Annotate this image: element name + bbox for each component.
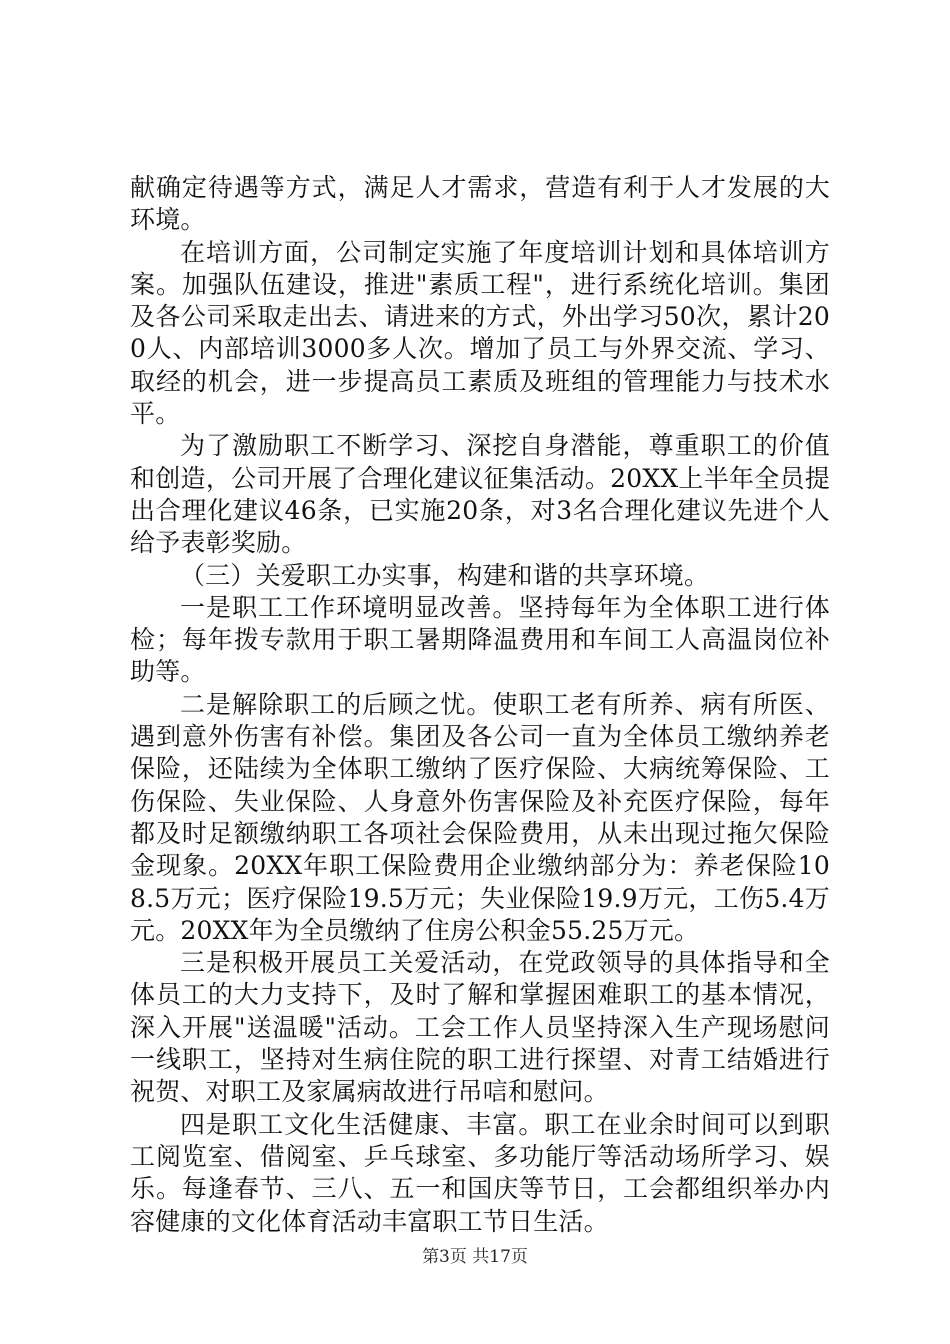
paragraph-3: 为了激励职工不断学习、深挖自身潜能，尊重职工的价值和创造，公司开展了合理化建议征集活动。20XX上半年全员提出合理化建议46条，已实施20条，对3名合理化建议先进个人给予表彰奖励。 xyxy=(130,431,830,558)
paragraph-6: 二是解除职工的后顾之忧。使职工老有所养、病有所医、遇到意外伤害有补偿。集团及各公司一直为全体员工缴纳养老保险，还陆续为全体职工缴纳了医疗保险、大病统筹保险、工伤保险、失业保险、人身意外伤害保险及补充医疗保险，每年都及时足额缴纳职工各项社会保险费用，从未出现过拖欠保险金现象。20XX年职工保险费用企业缴纳部分为：养老保险108.5万元；医疗保险19.5万元；失业保险19.9万元，工伤5.4万元。20XX年为全员缴纳了住房公积金55.25万元。 xyxy=(130,689,830,945)
page-footer: 第3页 共17页 xyxy=(422,1247,528,1267)
paragraph-5: 一是职工工作环境明显改善。坚持每年为全体职工进行体检；每年拨专款用于职工暑期降温费用和车间工人高温岗位补助等。 xyxy=(130,592,830,687)
paragraph-1: 献确定待遇等方式，满足人才需求，营造有利于人才发展的大环境。 xyxy=(130,173,830,235)
paragraph-2: 在培训方面，公司制定实施了年度培训计划和具体培训方案。加强队伍建设，推进"素质工程"，进行系统化培训。集团及各公司采取走出去、请进来的方式，外出学习50次，累计200人、内部培训3000多人次。增加了员工与外界交流、学习、取经的机会，进一步提高员工素质及班组的管理能力与技术水平。 xyxy=(130,237,830,429)
paragraph-8: 四是职工文化生活健康、丰富。职工在业余时间可以到职工阅览室、借阅室、乒乓球室、多功能厅等活动场所学习、娱乐。每逢春节、三八、五一和国庆等节日，工会都组织举办内容健康的文化体育活动丰富职工节日生活。 xyxy=(130,1109,830,1236)
document-body xyxy=(130,172,830,1238)
section-heading: （三）关爱职工办实事，构建和谐的共享环境。 xyxy=(180,560,710,590)
paragraph-7: 三是积极开展员工关爱活动，在党政领导的具体指导和全体员工的大力支持下，及时了解和掌握困难职工的基本情况，深入开展"送温暖"活动。工会工作人员坚持深入生产现场慰问一线职工，坚持对生病住院的职工进行探望、对青工结婚进行祝贺、对职工及家属病故进行吊唁和慰问。 xyxy=(130,948,830,1107)
